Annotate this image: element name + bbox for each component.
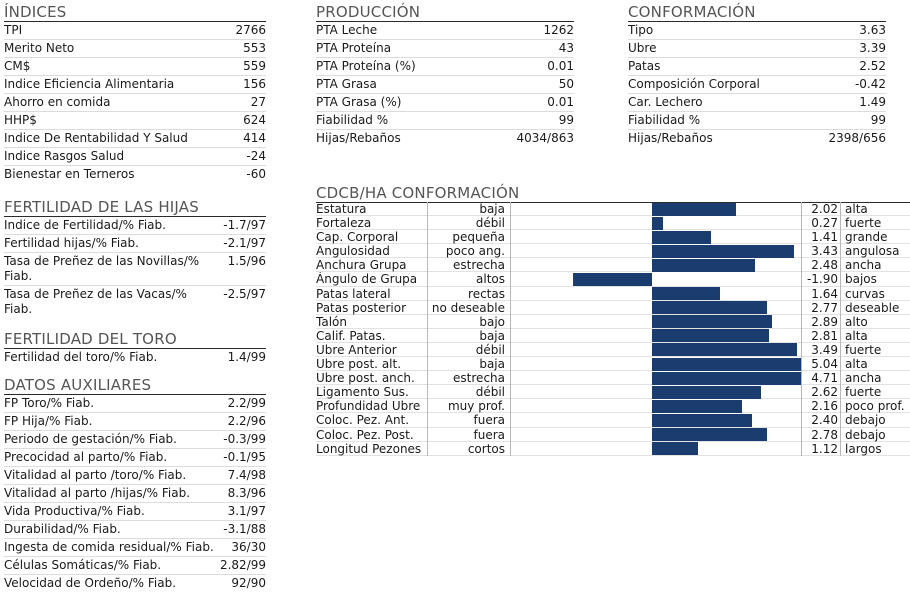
trait-bar (652, 329, 769, 342)
list-item (316, 76, 574, 94)
item-value: 414 (243, 131, 266, 145)
datos-auxiliares-section (4, 373, 266, 592)
list-item (316, 112, 574, 130)
trait-low-label: bajo (427, 315, 507, 329)
list-item (628, 112, 886, 130)
item-label: Periodo de gestación/% Fiab. (4, 432, 177, 446)
item-label: Indice De Rentabilidad Y Salud (4, 131, 188, 145)
list-item (4, 431, 266, 449)
trait-high-label: deseable (840, 301, 910, 315)
item-label: Tasa de Preñez de las Vacas/% Fiab. (4, 287, 187, 316)
item-label: Tipo (628, 23, 654, 37)
cdcb-title: CDCB/HA CONFORMACIÓN (316, 181, 910, 203)
trait-bar (652, 315, 772, 328)
item-label: Ubre (628, 41, 657, 55)
item-value: 3.39 (859, 41, 886, 55)
item-label: Car. Lechero (628, 95, 703, 109)
item-label: Durabilidad/% Fiab. (4, 522, 121, 536)
trait-name: Estatura (316, 202, 367, 216)
table-row (316, 428, 910, 442)
item-label: Vida Productiva/% Fiab. (4, 504, 145, 518)
item-value: 27 (250, 95, 266, 109)
table-row (316, 399, 910, 413)
item-label: PTA Proteína (%) (316, 59, 416, 73)
trait-low-label: poco ang. (427, 244, 507, 258)
table-row (316, 244, 910, 258)
fertilidad-toro-list (4, 349, 266, 366)
item-value: 92/90 (231, 576, 266, 590)
trait-value: 2.02 (811, 202, 838, 216)
trait-bar-cell (510, 329, 802, 343)
trait-bar-cell (510, 202, 802, 216)
trait-bar (652, 343, 797, 356)
fertilidad-hijas-title: FERTILIDAD DE LAS HIJAS (4, 195, 266, 217)
item-label: Indice Rasgos Salud (4, 149, 125, 163)
list-item (628, 58, 886, 76)
conformacion-title: CONFORMACIÓN (628, 0, 886, 22)
item-label: Hijas/Rebaños (316, 131, 401, 145)
trait-name: Fortaleza (316, 216, 372, 231)
trait-high-label: curvas (840, 287, 910, 301)
datos-auxiliares-list (4, 395, 266, 592)
list-item (4, 148, 266, 166)
item-value: 0.01 (547, 95, 574, 109)
trait-high-label: largos (840, 442, 910, 456)
list-item (4, 449, 266, 467)
conformacion-list (628, 22, 886, 147)
trait-name: Ubre post. anch. (316, 371, 415, 386)
trait-low-label: débil (427, 216, 507, 230)
list-item (4, 76, 266, 94)
trait-low-label: fuera (427, 428, 507, 442)
table-row (316, 413, 910, 427)
item-value: 2.52 (859, 59, 886, 73)
trait-bar-cell (510, 315, 802, 329)
item-label: Células Somáticas/% Fiab. (4, 558, 162, 572)
trait-bar (652, 287, 720, 300)
trait-bar-cell (510, 343, 802, 357)
list-item (628, 130, 886, 147)
item-value: 156 (243, 77, 266, 91)
item-value: 8.3/96 (227, 486, 266, 500)
item-label: PTA Grasa (316, 77, 377, 91)
trait-low-label: muy prof. (427, 399, 507, 413)
indices-title: ÍNDICES (4, 0, 266, 22)
trait-bar (652, 217, 663, 230)
list-item (4, 485, 266, 503)
trait-name: Ángulo de Grupa (316, 272, 418, 287)
item-value: 43 (558, 41, 574, 55)
trait-low-label: fuera (427, 413, 507, 427)
trait-high-label: alto (840, 315, 910, 329)
trait-high-label: bajos (840, 272, 910, 286)
item-value: 3.63 (859, 23, 886, 37)
trait-low-label: estrecha (427, 258, 507, 272)
produccion-list (316, 22, 574, 147)
item-value: 7.4/98 (227, 468, 266, 482)
table-row (316, 343, 910, 357)
trait-low-label: estrecha (427, 371, 507, 385)
item-label: Velocidad de Ordeño/% Fiab. (4, 576, 177, 590)
trait-low-label: baja (427, 329, 507, 343)
trait-bar (652, 414, 752, 427)
trait-bar (652, 428, 767, 441)
indices-list (4, 22, 266, 183)
item-value: 1.4/99 (227, 350, 266, 364)
trait-high-label: grande (840, 230, 910, 244)
trait-bar-cell (510, 287, 802, 301)
item-value: -24 (246, 149, 266, 163)
list-item (4, 253, 266, 286)
table-row (316, 287, 910, 301)
list-item (628, 22, 886, 40)
trait-name: Calif. Patas. (316, 328, 386, 343)
trait-bar (652, 301, 767, 314)
item-value: 0.01 (547, 59, 574, 73)
item-label: Fiabilidad % (628, 113, 701, 127)
trait-bar (652, 372, 801, 385)
table-row (316, 272, 910, 286)
trait-value: 2.40 (811, 413, 838, 428)
item-value: 2398/656 (828, 131, 886, 145)
trait-name: Patas posterior (316, 300, 407, 315)
trait-bar-cell (510, 258, 802, 272)
trait-name: Coloc. Pez. Post. (316, 427, 414, 442)
list-item (4, 539, 266, 557)
table-row (316, 385, 910, 399)
item-value: -3.1/88 (223, 522, 266, 536)
list-item (4, 557, 266, 575)
list-item (4, 22, 266, 40)
item-label: Composición Corporal (628, 77, 760, 91)
list-item (316, 130, 574, 147)
table-row (316, 301, 910, 315)
table-row (316, 258, 910, 272)
item-value: 553 (243, 41, 266, 55)
item-value: -0.3/99 (223, 432, 266, 446)
list-item (4, 575, 266, 592)
item-value: -2.1/97 (223, 236, 266, 250)
trait-bar-cell (510, 428, 802, 442)
item-value: 3.1/97 (227, 504, 266, 518)
produccion-section (316, 0, 574, 147)
conformacion-section (628, 0, 886, 147)
item-label: Fertilidad hijas/% Fiab. (4, 236, 139, 250)
item-label: FP Toro/% Fiab. (4, 396, 95, 410)
item-value: -1.7/97 (223, 218, 266, 232)
list-item (4, 286, 266, 318)
trait-bar (652, 358, 801, 371)
trait-bar (652, 259, 755, 272)
item-value: 50 (558, 77, 574, 91)
list-item (316, 58, 574, 76)
item-label: CM$ (4, 59, 31, 73)
fertilidad-toro-section (4, 327, 266, 366)
trait-value: 2.77 (811, 300, 838, 315)
table-row (316, 329, 910, 343)
list-item (4, 521, 266, 539)
trait-bar-cell (510, 216, 802, 230)
item-label: Hijas/Rebaños (628, 131, 713, 145)
trait-high-label: alta (840, 329, 910, 343)
fertilidad-hijas-list (4, 217, 266, 318)
trait-high-label: ancha (840, 371, 910, 385)
list-item (316, 94, 574, 112)
item-value: 1262 (543, 23, 574, 37)
trait-bar (652, 203, 736, 216)
trait-name: Ligamento Sus. (316, 385, 409, 400)
trait-value: 4.71 (811, 371, 838, 386)
item-value: -2.5/97 (223, 287, 266, 301)
trait-value: 2.48 (811, 258, 838, 273)
table-row (316, 442, 910, 456)
list-item (4, 395, 266, 413)
trait-bar-cell (510, 230, 802, 244)
produccion-title: PRODUCCIÓN (316, 0, 574, 22)
list-item (628, 76, 886, 94)
trait-name: Coloc. Pez. Ant. (316, 413, 410, 428)
table-row (316, 371, 910, 385)
trait-bar-cell (510, 244, 802, 258)
table-row (316, 357, 910, 371)
item-value: 559 (243, 59, 266, 73)
fertilidad-hijas-section (4, 195, 266, 318)
trait-value: 2.81 (811, 328, 838, 343)
trait-value: 2.89 (811, 314, 838, 329)
trait-value: 3.49 (811, 342, 838, 357)
trait-value: 0.27 (811, 216, 838, 231)
trait-name: Patas lateral (316, 286, 391, 301)
item-value: -0.1/95 (223, 450, 266, 464)
trait-name: Ubre Anterior (316, 342, 397, 357)
item-label: Ingesta de comida residual/% Fiab. (4, 540, 214, 554)
item-value: 2.82/99 (219, 558, 266, 572)
trait-high-label: poco prof. (840, 399, 910, 413)
trait-name: Talón (316, 314, 347, 329)
trait-bar (652, 400, 742, 413)
list-item (316, 40, 574, 58)
list-item (4, 58, 266, 76)
trait-bar-cell (510, 301, 802, 315)
list-item (4, 235, 266, 253)
item-value: -60 (246, 167, 266, 181)
trait-low-label: rectas (427, 287, 507, 301)
item-label: Precocidad al parto/% Fiab. (4, 450, 168, 464)
trait-bar (652, 231, 711, 244)
trait-value: 1.64 (811, 286, 838, 301)
trait-bar-cell (510, 399, 802, 413)
trait-name: Profundidad Ubre (316, 399, 421, 414)
item-label: PTA Grasa (%) (316, 95, 402, 109)
trait-low-label: débil (427, 385, 507, 399)
trait-value: 2.16 (811, 399, 838, 414)
item-value: 36/30 (231, 540, 266, 554)
trait-high-label: alta (840, 357, 910, 371)
trait-bar-cell (510, 442, 802, 456)
item-label: HHP$ (4, 113, 37, 127)
item-value: -0.42 (854, 77, 886, 91)
right-column (628, 0, 886, 147)
trait-low-label: pequeña (427, 230, 507, 244)
list-item (628, 40, 886, 58)
trait-name: Anchura Grupa (316, 258, 407, 273)
trait-low-label: cortos (427, 442, 507, 456)
trait-low-label: baja (427, 202, 507, 216)
trait-bar-cell (510, 413, 802, 427)
list-item (4, 503, 266, 521)
item-label: TPI (4, 23, 23, 37)
item-label: PTA Leche (316, 23, 378, 37)
trait-high-label: alta (840, 202, 910, 216)
trait-bar (573, 273, 652, 286)
item-value: 2766 (235, 23, 266, 37)
list-item (4, 217, 266, 235)
trait-low-label: débil (427, 343, 507, 357)
item-value: 2.2/96 (227, 414, 266, 428)
list-item (628, 94, 886, 112)
item-label: Vitalidad al parto /toro/% Fiab. (4, 468, 187, 482)
item-value: 99 (558, 113, 574, 127)
list-item (4, 467, 266, 485)
trait-low-label: baja (427, 357, 507, 371)
trait-low-label: no deseable (427, 301, 507, 315)
item-value: 2.2/99 (227, 396, 266, 410)
item-label: Fiabilidad % (316, 113, 389, 127)
item-label: Fertilidad del toro/% Fiab. (4, 350, 158, 364)
item-label: Merito Neto (4, 41, 75, 55)
trait-high-label: ancha (840, 258, 910, 272)
trait-low-label: altos (427, 272, 507, 286)
trait-value: 2.78 (811, 427, 838, 442)
item-value: 1.49 (859, 95, 886, 109)
trait-bar-cell (510, 357, 802, 371)
item-label: Tasa de Preñez de las Novillas/% Fiab. (4, 254, 200, 283)
item-label: Indice de Fertilidad/% Fiab. (4, 218, 166, 232)
list-item (4, 40, 266, 58)
item-value: 99 (870, 113, 886, 127)
list-item (4, 166, 266, 183)
table-row (316, 315, 910, 329)
table-row (316, 216, 910, 230)
trait-bar (652, 442, 698, 455)
trait-bar-cell (510, 272, 802, 286)
cdcb-section (316, 181, 910, 203)
cdcb-table (316, 202, 910, 456)
fertilidad-toro-title: FERTILIDAD DEL TORO (4, 327, 266, 349)
trait-high-label: angulosa (840, 244, 910, 258)
trait-bar (652, 386, 761, 399)
trait-value: 2.62 (811, 385, 838, 400)
trait-high-label: fuerte (840, 216, 910, 230)
trait-value: -1.90 (806, 272, 838, 287)
table-row (316, 230, 910, 244)
middle-column (316, 0, 574, 147)
list-item (4, 413, 266, 431)
list-item (4, 112, 266, 130)
trait-high-label: fuerte (840, 343, 910, 357)
trait-bar-cell (510, 385, 802, 399)
trait-value: 1.41 (811, 230, 838, 245)
left-column (4, 0, 266, 592)
trait-bar-cell (510, 371, 802, 385)
indices-section (4, 0, 266, 183)
trait-high-label: fuerte (840, 385, 910, 399)
list-item (4, 94, 266, 112)
trait-bar (652, 245, 794, 258)
trait-high-label: debajo (840, 413, 910, 427)
trait-name: Cap. Corporal (316, 230, 399, 245)
item-label: FP Hija/% Fiab. (4, 414, 93, 428)
table-row (316, 202, 910, 216)
list-item (4, 130, 266, 148)
list-item (316, 22, 574, 40)
trait-value: 3.43 (811, 244, 838, 259)
datos-auxiliares-title: DATOS AUXILIARES (4, 373, 266, 395)
trait-name: Ubre post. alt. (316, 357, 402, 372)
item-label: Patas (628, 59, 661, 73)
list-item (4, 349, 266, 366)
item-value: 624 (243, 113, 266, 127)
item-label: Indice Eficiencia Alimentaria (4, 77, 175, 91)
trait-high-label: debajo (840, 428, 910, 442)
trait-name: Longitud Pezones (316, 441, 422, 456)
item-value: 1.5/96 (227, 254, 266, 268)
item-label: Ahorro en comida (4, 95, 111, 109)
trait-value: 5.04 (811, 357, 838, 372)
item-label: PTA Proteína (316, 41, 392, 55)
item-label: Vitalidad al parto /hijas/% Fiab. (4, 486, 191, 500)
trait-value: 1.12 (811, 441, 838, 456)
trait-name: Angulosidad (316, 244, 390, 259)
item-value: 4034/863 (516, 131, 574, 145)
item-label: Bienestar en Terneros (4, 167, 135, 181)
